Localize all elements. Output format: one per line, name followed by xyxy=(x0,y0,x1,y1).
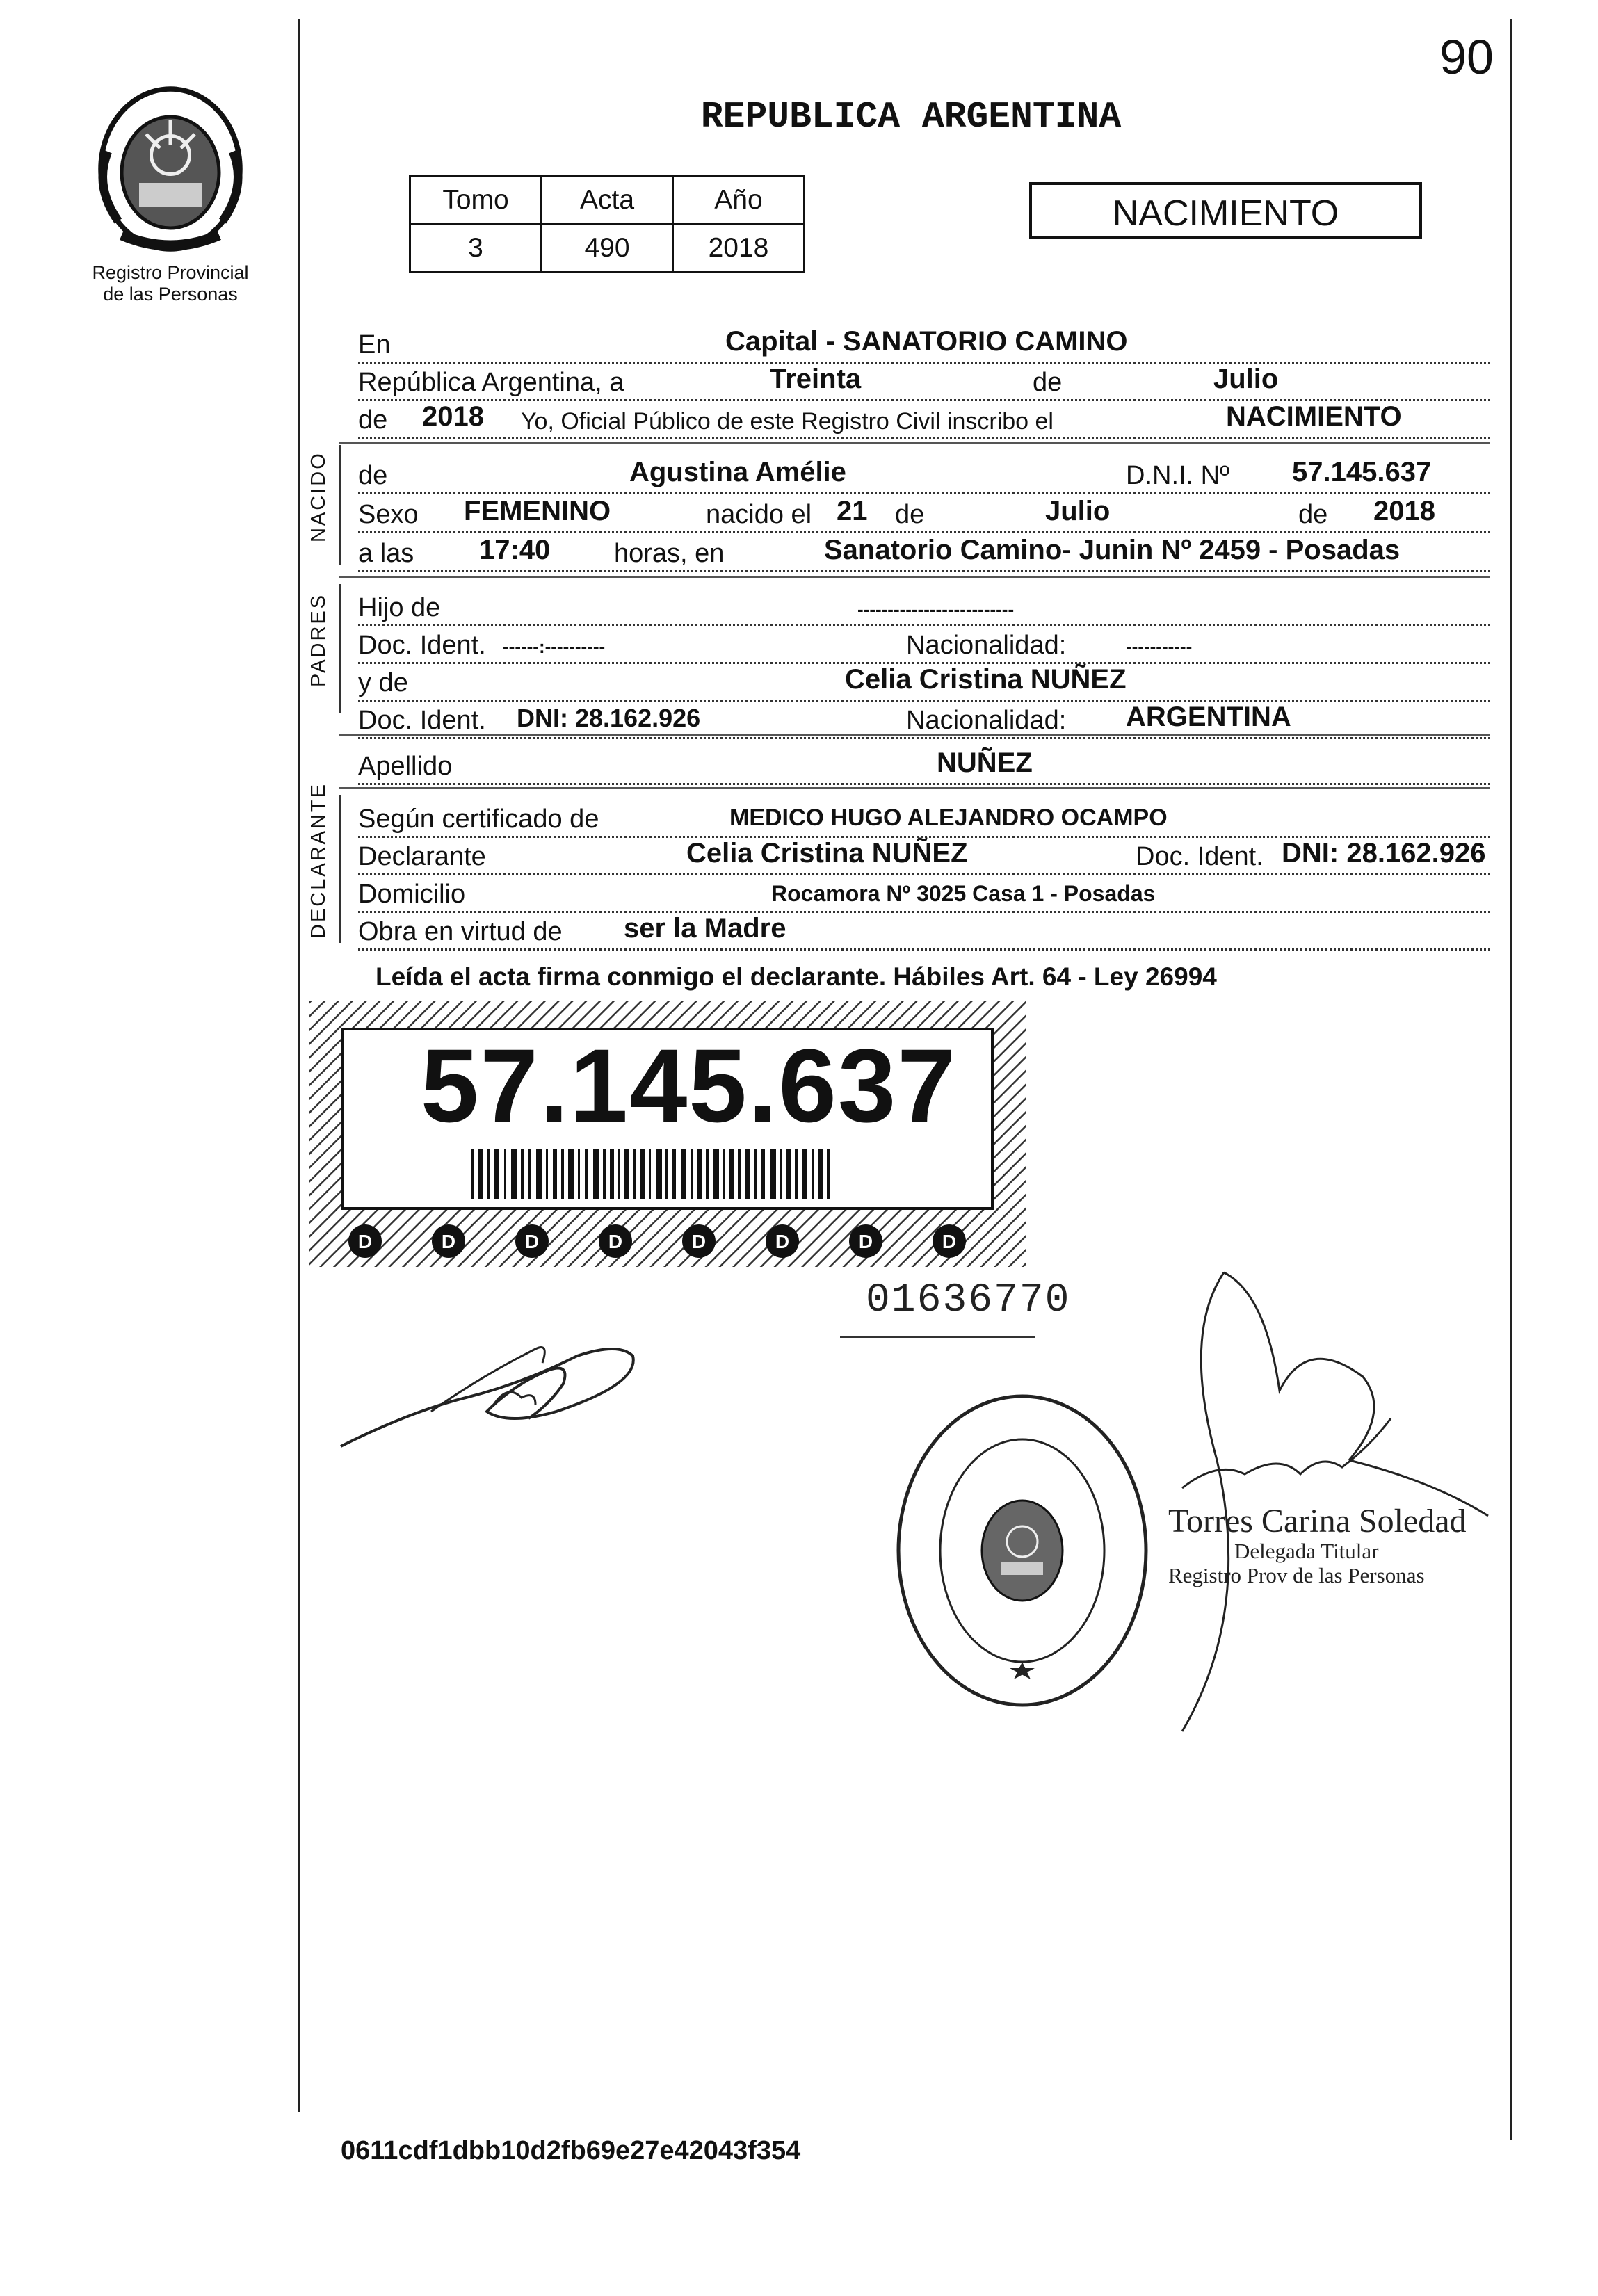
svg-text:D: D xyxy=(942,1231,957,1252)
republica-label: República Argentina, a xyxy=(358,368,624,397)
nacido-anio-de-label: de xyxy=(1298,500,1328,529)
logo-caption xyxy=(83,262,257,305)
apellido-value: NUÑEZ xyxy=(937,747,1033,778)
sexo-value: FEMENINO xyxy=(464,496,611,526)
decl-doc-value: DNI: 28.162.926 xyxy=(1282,838,1486,868)
nacido-side-label: NACIDO xyxy=(307,451,330,542)
province-logo xyxy=(83,82,257,305)
section-rule-nacido xyxy=(339,576,1490,578)
acta-header-acta: Acta xyxy=(542,177,673,225)
nac2-label: Nacionalidad: xyxy=(906,706,1067,735)
row-sexo xyxy=(358,491,1490,533)
oficial-text: Yo, Oficial Público de este Registro Civil inscribo el xyxy=(521,408,1054,435)
declarante-side-label: DECLARANTE xyxy=(307,782,330,939)
row-doc1 xyxy=(358,622,1490,664)
country-title: REPUBLICA ARGENTINA xyxy=(700,96,1122,138)
nacido-anio: 2018 xyxy=(1373,496,1435,526)
row-hora xyxy=(358,530,1490,572)
hijo-value: -------------------------- xyxy=(857,599,1015,620)
document-type-box: NACIMIENTO xyxy=(1029,182,1422,239)
doc1-value: ------:---------- xyxy=(503,636,606,657)
padres-side-label: PADRES xyxy=(307,592,330,687)
acta-header-anio: Año xyxy=(673,177,805,225)
serial-number: 01636770 xyxy=(866,1278,1071,1323)
acta-header-tomo: Tomo xyxy=(410,177,542,225)
row-madre xyxy=(358,659,1490,702)
nacido-de-label: de xyxy=(895,500,925,529)
nac2-value: ARGENTINA xyxy=(1126,702,1291,732)
nacido-mes: Julio xyxy=(1045,496,1111,526)
yde-label: y de xyxy=(358,668,408,697)
row-apellido xyxy=(358,743,1490,785)
acta-value-acta: 490 xyxy=(542,225,673,273)
closing-statement: Leída el acta firma conmigo el declarante. Hábiles Art. 64 - Ley 26994 xyxy=(376,962,1217,991)
en-value: Capital - SANATORIO CAMINO xyxy=(725,326,1128,357)
logo-caption-line1: Registro Provincial xyxy=(92,262,249,283)
page-number: 90 xyxy=(1439,30,1494,84)
province-crest-icon xyxy=(83,82,257,256)
horas-label: horas, en xyxy=(614,539,725,568)
sexo-label: Sexo xyxy=(358,500,419,529)
nacido-el-label: nacido el xyxy=(706,500,812,529)
document-hash: 0611cdf1dbb10d2fb69e27e42043f354 xyxy=(341,2136,801,2165)
row-obra xyxy=(358,908,1490,951)
svg-text:D: D xyxy=(608,1231,623,1252)
doc1-label: Doc. Ident. xyxy=(358,631,486,660)
obra-label: Obra en virtud de xyxy=(358,917,563,946)
decl-value: Celia Cristina NUÑEZ xyxy=(686,838,968,868)
cert-value: MEDICO HUGO ALEJANDRO OCAMPO xyxy=(729,805,1168,831)
svg-text:D: D xyxy=(691,1231,707,1252)
section-rule xyxy=(339,442,1490,444)
row-certificado xyxy=(358,795,1490,838)
nacido-bar xyxy=(339,445,341,565)
section-rule-apellido xyxy=(339,787,1490,789)
official-signature-icon xyxy=(1140,1252,1502,1738)
fecha-de-label: de xyxy=(1033,368,1063,397)
acta-value-anio: 2018 xyxy=(673,225,805,273)
right-margin-line xyxy=(1510,19,1512,2140)
doc2-label: Doc. Ident. xyxy=(358,706,486,735)
nacido-dia: 21 xyxy=(837,496,868,526)
declarante-bar xyxy=(339,795,341,943)
signatory-organization: Registro Prov de las Personas xyxy=(1168,1563,1425,1587)
acta-table xyxy=(409,175,805,273)
cert-label: Según certificado de xyxy=(358,805,599,834)
dni-value: 57.145.637 xyxy=(1292,457,1432,487)
row-doc2 xyxy=(358,697,1490,739)
svg-text:D: D xyxy=(441,1231,456,1252)
anio-de-label: de xyxy=(358,405,388,435)
declarant-signature-icon xyxy=(327,1307,688,1488)
inscribo-value: NACIMIENTO xyxy=(1226,401,1402,432)
row-declarante xyxy=(358,833,1490,875)
apellido-label: Apellido xyxy=(358,752,453,781)
obra-value: ser la Madre xyxy=(624,913,786,944)
dni-label: D.N.I. Nº xyxy=(1126,461,1229,490)
dom-label: Domicilio xyxy=(358,880,466,909)
hora-value: 17:40 xyxy=(479,535,551,565)
section-rule-padres xyxy=(339,734,1490,736)
nombre-de-label: de xyxy=(358,461,388,490)
logo-caption-line2: de las Personas xyxy=(103,284,238,305)
dom-value: Rocamora Nº 3025 Casa 1 - Posadas xyxy=(771,881,1156,906)
sticker-dni-number: 57.145.637 xyxy=(421,1027,957,1144)
row-inscribo xyxy=(358,396,1490,439)
lugar-value: Sanatorio Camino- Junin Nº 2459 - Posadas xyxy=(824,535,1401,565)
decl-doc-label: Doc. Ident. xyxy=(1136,842,1264,871)
nombre-value: Agustina Amélie xyxy=(629,457,846,487)
row-en xyxy=(358,321,1490,364)
hijo-label: Hijo de xyxy=(358,593,441,622)
decl-label: Declarante xyxy=(358,842,486,871)
serial-underline xyxy=(840,1336,1035,1338)
svg-text:D: D xyxy=(775,1231,790,1252)
fecha-anio: 2018 xyxy=(422,401,484,432)
svg-text:D: D xyxy=(357,1231,373,1252)
row-nacido-nombre xyxy=(358,452,1490,494)
acta-value-tomo: 3 xyxy=(410,225,542,273)
row-republica xyxy=(358,359,1490,401)
padres-bar xyxy=(339,584,341,713)
svg-text:D: D xyxy=(858,1231,873,1252)
row-hijo xyxy=(358,584,1490,626)
nac1-label: Nacionalidad: xyxy=(906,631,1067,660)
fecha-dia: Treinta xyxy=(770,364,862,394)
nac1-value: ----------- xyxy=(1126,636,1193,657)
row-domicilio xyxy=(358,871,1490,913)
svg-text:D: D xyxy=(524,1231,540,1252)
fecha-mes: Julio xyxy=(1213,364,1279,394)
registry-seal-icon xyxy=(890,1387,1154,1714)
madre-value: Celia Cristina NUÑEZ xyxy=(845,664,1127,695)
signatory-role: Delegada Titular xyxy=(1234,1539,1379,1563)
signatory-name: Torres Carina Soledad xyxy=(1168,1503,1467,1539)
en-label: En xyxy=(358,330,391,359)
a-las-label: a las xyxy=(358,539,414,568)
left-margin-line xyxy=(298,19,300,2112)
doc2-value: DNI: 28.162.926 xyxy=(517,704,701,732)
